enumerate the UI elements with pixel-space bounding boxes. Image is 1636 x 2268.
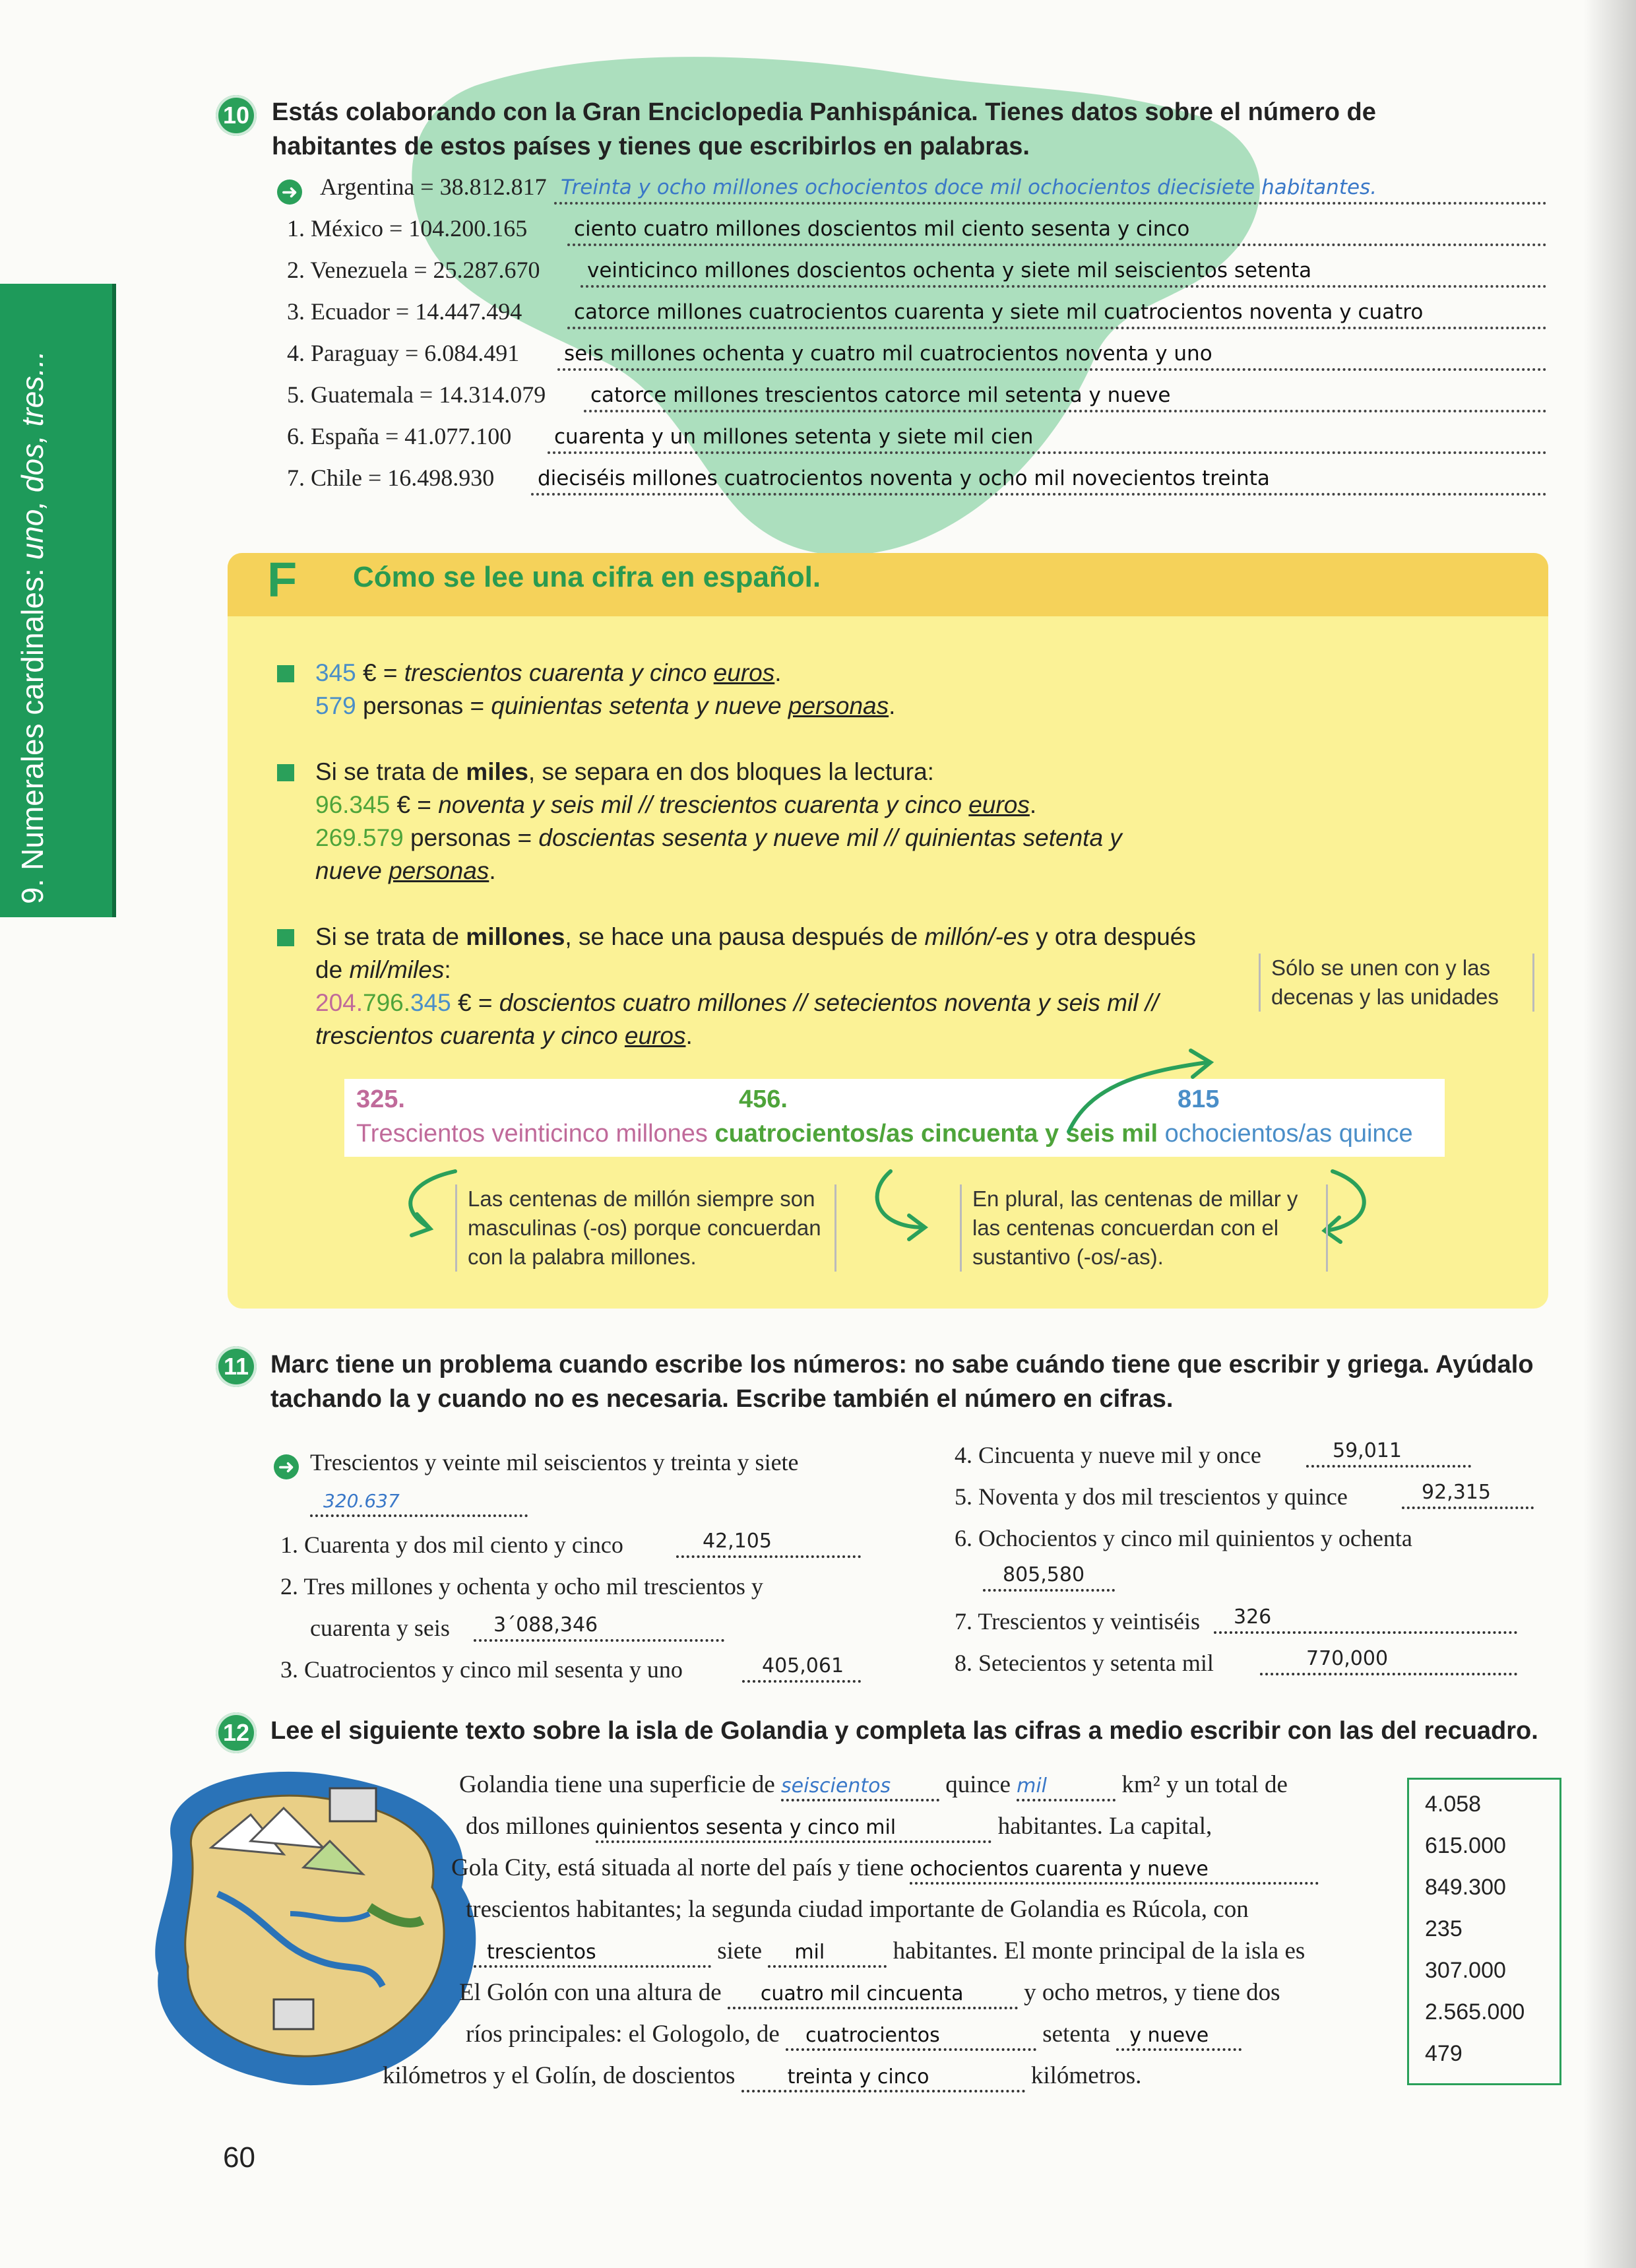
ex11-example-field xyxy=(310,1488,528,1517)
ex10-item-6-field[interactable] xyxy=(548,422,1547,454)
ex10-item-4-label: 4. Paraguay = 6.084.491 xyxy=(287,340,520,366)
ex12-fill-3: quinientos sesenta y cinco mil xyxy=(596,1816,897,1839)
ex10-item-1-label: 1. México = 104.200.165 xyxy=(287,215,528,242)
ex12-line-7: ríos principales: el Gologolo, de cuatrocientos setenta y nueve xyxy=(466,2020,1242,2051)
box-number: 615.000 xyxy=(1425,1833,1506,1858)
ex11-item-6-field[interactable] xyxy=(983,1561,1115,1592)
example-number-thousands: 456. xyxy=(739,1085,788,1113)
ex11-item-1-field[interactable] xyxy=(676,1528,861,1558)
rule-1-line-1: 345 € = trescientos cuarenta y cinco euros. xyxy=(315,659,782,686)
ex11-item-8-answer: 770,000 xyxy=(1306,1647,1389,1670)
rule-2-line-1: 96.345 € = noventa y seis mil // trescientos cuarenta y cinco euros. xyxy=(315,791,1037,818)
ex11-item-2-text-cont: cuarenta y seis xyxy=(310,1615,450,1641)
bullet-square xyxy=(277,665,294,682)
ex12-fill-1: seiscientos xyxy=(781,1774,891,1798)
ex11-item-7-field[interactable] xyxy=(1214,1604,1517,1634)
ex12-line-1: Golandia tiene una superficie de seiscientos quince mil km² y un total de xyxy=(459,1770,1288,1801)
note-centenas-millar: En plural, las centenas de millar y las centenas concuerdan con el sustantivo (-os/-as). xyxy=(960,1184,1328,1272)
ex12-fill-10: treinta y cinco xyxy=(787,2065,929,2089)
ex11-item-8-field[interactable] xyxy=(1260,1645,1517,1675)
example-answer-line xyxy=(554,173,1547,205)
ex12-line-5: trescientos siete mil habitantes. El monte principal de la isla es xyxy=(474,1937,1305,1968)
ex12-fill-6: mil xyxy=(794,1941,825,1964)
ex11-item-4-field[interactable] xyxy=(1306,1437,1471,1468)
exercise-10-number: 10 xyxy=(216,95,257,136)
ex10-item-3-field[interactable] xyxy=(567,298,1547,329)
ex11-item-1-answer: 42,105 xyxy=(703,1530,772,1553)
ex12-line-3: Gola City, está situada al norte del país y tiene ochocientos cuarenta y nueve xyxy=(451,1854,1319,1885)
example-arrow-icon: ➜ xyxy=(277,179,302,205)
ex12-line-6: El Golón con una altura de cuatro mil cincuenta y ocho metros, y tiene dos xyxy=(459,1978,1280,2009)
info-box-letter: F xyxy=(267,552,298,607)
exercise-11-instruction-2: tachando la y cuando no es necesaria. Escribe también el número en cifras. xyxy=(270,1385,1174,1413)
ex10-item-6-answer: cuarenta y un millones setenta y siete mil cien xyxy=(554,425,1034,449)
exercise-12-number: 12 xyxy=(216,1712,257,1753)
note-centenas-millon: Las centenas de millón siempre son masculinas (-os) porque concuerdan con la palabra millones. xyxy=(455,1184,836,1272)
ex11-item-4-answer: 59,011 xyxy=(1333,1439,1402,1462)
ex11-item-1-text: 1. Cuarenta y dos mil ciento y cinco xyxy=(280,1532,623,1558)
example-answer: Treinta y ocho millones ochocientos doce mil ochocientos diecisiete habitantes. xyxy=(561,176,1377,199)
ex11-item-3-answer: 405,061 xyxy=(762,1654,844,1677)
ex10-item-5-answer: catorce millones trescientos catorce mil setenta y nueve xyxy=(590,383,1171,407)
ex10-item-7-label: 7. Chile = 16.498.930 xyxy=(287,465,495,491)
chapter-title: 9. Numerales cardinales: uno, dos, tres... xyxy=(15,350,49,904)
rule-2-line-2: 269.579 personas = doscientas sesenta y nueve mil // quinientas setenta y xyxy=(315,824,1122,851)
rule-3-line-2: de mil/miles: xyxy=(315,956,451,983)
box-number: 235 xyxy=(1425,1916,1463,1941)
ex10-item-2-label: 2. Venezuela = 25.287.670 xyxy=(287,257,540,283)
ex11-item-6-text: 6. Ochocientos y cinco mil quinientos y ochenta xyxy=(955,1525,1412,1551)
rule-2-intro: Si se trata de miles, se separa en dos bloques la lectura: xyxy=(315,758,934,785)
ex10-item-5-label: 5. Guatemala = 14.314.079 xyxy=(287,381,546,408)
ex10-item-2-field[interactable] xyxy=(581,256,1547,288)
ex11-example-answer: 320.637 xyxy=(323,1490,400,1512)
info-box-title: Cómo se lee una cifra en español. xyxy=(353,561,821,593)
ex10-item-3-label: 3. Ecuador = 14.447.494 xyxy=(287,298,522,325)
ex11-item-5-text: 5. Noventa y dos mil trescientos y quince xyxy=(955,1483,1348,1510)
ex11-item-7-text: 7. Trescientos y veintiséis xyxy=(955,1608,1201,1635)
side-tab-edge xyxy=(112,284,116,917)
example-number-units: 815 xyxy=(1178,1085,1220,1113)
ex12-fill-4: ochocientos cuarenta y nueve xyxy=(910,1858,1209,1881)
ex11-item-2-field[interactable] xyxy=(474,1611,724,1642)
ex10-item-5-field[interactable] xyxy=(584,381,1547,412)
island-map-illustration xyxy=(132,1762,501,2105)
rule-3-intro: Si se trata de millones, se hace una pausa después de millón/-es y otra después xyxy=(315,923,1196,950)
rule-2-line-3: nueve personas. xyxy=(315,857,496,884)
ex12-line-8: kilómetros y el Golín, de doscientos treinta y cinco kilómetros. xyxy=(383,2061,1141,2092)
box-number: 849.300 xyxy=(1425,1875,1506,1900)
ex12-fill-8: cuatrocientos xyxy=(805,2024,940,2047)
example-number-millions: 325. xyxy=(356,1085,405,1113)
bullet-square xyxy=(277,929,294,946)
exercise-11-number: 11 xyxy=(216,1346,257,1387)
box-number: 307.000 xyxy=(1425,1958,1506,1983)
page-edge-shadow xyxy=(1583,0,1636,2268)
ex11-item-3-text: 3. Cuatrocientos y cinco mil sesenta y uno xyxy=(280,1656,683,1683)
note-decenas: Sólo se unen con y las decenas y las unidades xyxy=(1259,954,1534,1012)
ex10-item-3-answer: catorce millones cuatrocientos cuarenta y siete mil cuatrocientos noventa y cuatro xyxy=(574,300,1424,324)
ex12-fill-7: cuatro mil cincuenta xyxy=(760,1982,964,2005)
exercise-12-instruction: Lee el siguiente texto sobre la isla de Golandia y completa las cifras a medio escribir con las del recuadro. xyxy=(270,1717,1538,1745)
box-number: 479 xyxy=(1425,2041,1463,2066)
ex10-item-7-field[interactable] xyxy=(531,464,1547,496)
box-number: 4.058 xyxy=(1425,1792,1482,1817)
ex10-item-7-answer: dieciséis millones cuatrocientos noventa y ocho mil novecientos treinta xyxy=(538,467,1270,490)
page-number: 60 xyxy=(223,2141,255,2174)
ex12-line-4: trescientos habitantes; la segunda ciudad importante de Golandia es Rúcola, con xyxy=(466,1896,1249,1923)
example-arrow-icon: ➜ xyxy=(274,1454,299,1479)
ex10-item-1-answer: ciento cuatro millones doscientos mil ciento sesenta y cinco xyxy=(574,217,1190,241)
exercise-11-instruction-1: Marc tiene un problema cuando escribe los números: no sabe cuándo tiene que escribir y griega. Ayúdalo xyxy=(270,1351,1534,1378)
box-number: 2.565.000 xyxy=(1425,1999,1525,2025)
ex11-example-text: Trescientos y veinte mil seiscientos y treinta y siete xyxy=(310,1449,799,1475)
ex11-item-7-answer: 326 xyxy=(1234,1605,1272,1629)
ex11-item-3-field[interactable] xyxy=(742,1652,861,1683)
example-number-words: Trescientos veinticinco millones cuatrocientos/as cincuenta y seis mil ochocientos/as quince xyxy=(356,1120,1413,1148)
ex12-fill-5: trescientos xyxy=(487,1941,596,1964)
ex11-item-2-text: 2. Tres millones y ochenta y ocho mil trescientos y xyxy=(280,1573,763,1600)
ex10-item-1-field[interactable] xyxy=(567,214,1547,246)
rule-3-line-3: 204.796.345 € = doscientos cuatro millones // setecientos noventa y seis mil // xyxy=(315,989,1159,1016)
ex10-item-4-answer: seis millones ochenta y cuatro mil cuatrocientos noventa y uno xyxy=(564,342,1212,366)
ex11-item-6-answer: 805,580 xyxy=(1003,1563,1085,1586)
ex10-item-4-field[interactable] xyxy=(557,339,1547,371)
example-label: Argentina = 38.812.817 xyxy=(320,174,547,200)
rule-3-line-4: trescientos cuarenta y cinco euros. xyxy=(315,1022,693,1049)
bullet-square xyxy=(277,764,294,781)
chapter-side-tab xyxy=(0,284,112,917)
exercise-10-instruction: Estás colaborando con la Gran Enciclopedia Panhispánica. Tienes datos sobre el número de habitantes de estos países y tienes que escribirlos en palabras. xyxy=(272,98,1376,160)
ex12-fill-9: y nueve xyxy=(1129,2024,1209,2047)
ex12-fill-2: mil xyxy=(1017,1774,1048,1798)
ex11-item-8-text: 8. Setecientos y setenta mil xyxy=(955,1650,1214,1676)
ex11-item-4-text: 4. Cincuenta y nueve mil y once xyxy=(955,1442,1261,1468)
ex10-item-2-answer: veinticinco millones doscientos ochenta y siete mil seiscientos setenta xyxy=(587,259,1312,282)
ex11-item-5-answer: 92,315 xyxy=(1422,1481,1491,1504)
ex12-line-2: dos millones quinientos sesenta y cinco mil habitantes. La capital, xyxy=(466,1812,1212,1843)
ex11-item-2-answer: 3´088,346 xyxy=(493,1613,598,1636)
ex10-item-6-label: 6. España = 41.077.100 xyxy=(287,423,512,449)
ex11-item-5-field[interactable] xyxy=(1402,1479,1534,1509)
rule-1-line-2: 579 personas = quinientas setenta y nueve personas. xyxy=(315,692,896,719)
